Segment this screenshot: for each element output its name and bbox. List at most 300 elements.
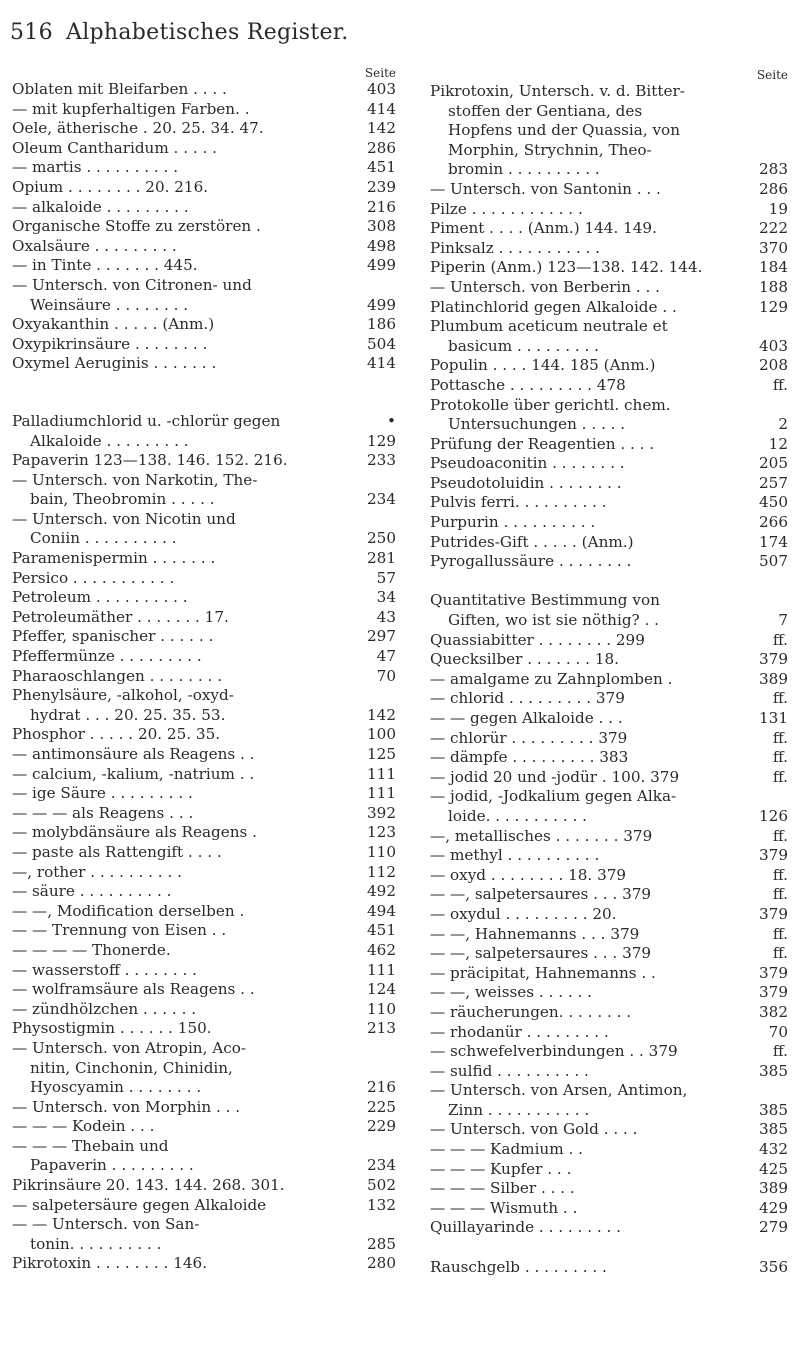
- index-entry: [12, 296, 396, 316]
- index-entry: [12, 119, 396, 139]
- index-entry: [430, 1081, 788, 1101]
- entry-page-number: 34: [373, 588, 396, 608]
- index-entry: [12, 882, 396, 902]
- entry-text: Putrides-Gift . . . . . (Anm.): [430, 532, 634, 551]
- entry-page-number: 379: [755, 964, 788, 984]
- entry-text: — — — Kodein . . .: [12, 1117, 155, 1136]
- index-entry: [430, 650, 788, 670]
- entry-text: — präcipitat, Hahnemanns . .: [430, 963, 656, 982]
- entry-text: Purpurin . . . . . . . . . .: [430, 513, 596, 532]
- index-entry: [430, 1199, 788, 1219]
- index-entry: [430, 121, 788, 141]
- index-entry: [12, 725, 396, 745]
- index-entry: [430, 435, 788, 455]
- index-entry: [430, 748, 788, 768]
- entry-page-number: 43: [373, 608, 396, 628]
- entry-page-number: ff.: [769, 689, 788, 709]
- entry-text: — wasserstoff . . . . . . . .: [12, 960, 197, 979]
- entry-text: — oxydul . . . . . . . . . 20.: [430, 904, 617, 923]
- index-entry: [430, 552, 788, 572]
- index-entry: [430, 846, 788, 866]
- entry-page-number: 213: [363, 1019, 396, 1039]
- entry-text: — dämpfe . . . . . . . . . 383: [430, 748, 629, 767]
- entry-text: Phenylsäure, -alkohol, -oxyd-: [12, 686, 234, 705]
- entry-text: Organische Stoffe zu zerstören .: [12, 217, 261, 236]
- entry-page-number: 188: [755, 278, 788, 298]
- index-entry: [12, 863, 396, 883]
- index-entry: [430, 925, 788, 945]
- index-entry: [12, 1156, 396, 1176]
- section-gap: [12, 374, 396, 412]
- entry-text: Papaverin . . . . . . . . .: [30, 1156, 194, 1175]
- entry-text: Coniin . . . . . . . . . .: [30, 529, 177, 548]
- entry-page-number: 498: [363, 237, 396, 257]
- index-entry: [430, 1003, 788, 1023]
- entry-text: — säure . . . . . . . . . .: [12, 882, 172, 901]
- entry-text: — schwefelverbindungen . . 379: [430, 1042, 678, 1061]
- section-gap: [430, 572, 788, 592]
- entry-text: Pseudoaconitin . . . . . . . .: [430, 454, 625, 473]
- entry-text: Protokolle über gerichtl. chem.: [430, 395, 671, 414]
- entry-page-number: ff.: [769, 768, 788, 788]
- entry-page-number: 131: [755, 709, 788, 729]
- entry-text: Pseudotoluidin . . . . . . . .: [430, 473, 622, 492]
- index-entry: [430, 1042, 788, 1062]
- entry-text: Pikrotoxin, Untersch. v. d. Bitter-: [430, 82, 685, 100]
- entry-page-number: 429: [755, 1199, 788, 1219]
- entry-page-number: 132: [363, 1196, 396, 1216]
- index-entry: [430, 180, 788, 200]
- index-entry: [12, 529, 396, 549]
- entry-page-number: 222: [755, 219, 788, 239]
- entry-page-number: 184: [755, 258, 788, 278]
- entry-page-number: 110: [363, 1000, 396, 1020]
- entry-text: — antimonsäure als Reagens . .: [12, 745, 255, 763]
- entry-page-number: 125: [363, 745, 396, 765]
- index-entry: [12, 1117, 396, 1137]
- entry-page-number: 451: [363, 921, 396, 941]
- index-entry: [12, 608, 396, 628]
- index-entry: [430, 239, 788, 259]
- entry-page-number: 414: [363, 354, 396, 374]
- entry-text: Pilze . . . . . . . . . . . .: [430, 199, 583, 218]
- entry-text: — oxyd . . . . . . . . 18. 379: [430, 865, 627, 884]
- entry-text: Plumbum aceticum neutrale et: [430, 317, 668, 336]
- entry-text: — —, Hahnemanns . . . 379: [430, 924, 640, 943]
- index-entry: [430, 454, 788, 474]
- entry-page-number: ff.: [769, 729, 788, 749]
- index-entry: [12, 1196, 396, 1216]
- entry-text: — chlorid . . . . . . . . . 379: [430, 689, 625, 708]
- index-entry: [430, 768, 788, 788]
- entry-text: Quecksilber . . . . . . . 18.: [430, 650, 619, 669]
- index-entry: [430, 1179, 788, 1199]
- entry-text: Opium . . . . . . . . 20. 216.: [12, 177, 209, 196]
- entry-text: Quantitative Bestimmung von: [430, 591, 660, 610]
- entry-page-number: 110: [363, 843, 396, 863]
- index-entry: [430, 376, 788, 396]
- index-entry: [430, 631, 788, 651]
- index-entry: [430, 200, 788, 220]
- entry-text: — — — Kupfer . . .: [430, 1159, 572, 1178]
- entry-text: — chlorür . . . . . . . . . 379: [430, 728, 628, 747]
- entry-text: — — Untersch. von San-: [12, 1215, 200, 1234]
- index-entry: [430, 396, 788, 416]
- index-entry: [12, 823, 396, 843]
- entry-text: bromin . . . . . . . . . .: [448, 160, 600, 179]
- entry-page-number: 12: [765, 435, 788, 455]
- index-entry: [12, 412, 396, 432]
- entry-text: Oele, ätherische . 20. 25. 34. 47.: [12, 119, 264, 138]
- entry-text: — ige Säure . . . . . . . . .: [12, 784, 193, 803]
- entry-page-number: 385: [755, 1120, 788, 1140]
- index-entry: [430, 533, 788, 553]
- entry-text: loide. . . . . . . . . . .: [448, 806, 587, 825]
- index-entry: [430, 1062, 788, 1082]
- index-entry: [430, 1023, 788, 1043]
- entry-text: — amalgame zu Zahnplomben .: [430, 669, 673, 688]
- entry-page-number: 502: [363, 1176, 396, 1196]
- index-entry: [430, 219, 788, 239]
- entry-page-number: 286: [363, 139, 396, 159]
- entry-page-number: 425: [755, 1160, 788, 1180]
- entry-page-number: 216: [363, 1078, 396, 1098]
- entry-text: — Untersch. von Santonin . . .: [430, 179, 661, 198]
- entry-text: Phosphor . . . . . 20. 25. 35.: [12, 725, 221, 744]
- index-entry: [430, 807, 788, 827]
- index-entry: [430, 258, 788, 278]
- right-column: [430, 66, 788, 1277]
- index-entry: [12, 354, 396, 374]
- index-entry: [430, 591, 788, 611]
- index-entry: [430, 1258, 788, 1278]
- entry-text: — zündhölzchen . . . . . .: [12, 999, 197, 1018]
- entry-text: tonin. . . . . . . . . .: [30, 1234, 162, 1253]
- entry-page-number: 257: [755, 474, 788, 494]
- entry-text: hydrat . . . 20. 25. 35. 53.: [30, 705, 226, 724]
- index-entry: [12, 198, 396, 218]
- entry-text: Petroleumäther . . . . . . . 17.: [12, 607, 229, 626]
- entry-text: Pfeffermünze . . . . . . . . .: [12, 647, 202, 666]
- entry-text: — — — Kadmium . .: [430, 1140, 583, 1159]
- entry-page-number: ff.: [769, 1042, 788, 1062]
- entry-text: — Untersch. von Gold . . . .: [430, 1120, 638, 1139]
- entry-page-number: 70: [373, 667, 396, 687]
- seite-label-right: Seite: [756, 68, 788, 82]
- index-entry: [12, 237, 396, 257]
- entry-text: — calcium, -kalium, -natrium . .: [12, 764, 255, 783]
- entry-text: Paramenispermin . . . . . . .: [12, 549, 216, 568]
- index-entry: [12, 1176, 396, 1196]
- index-entry: [12, 178, 396, 198]
- entry-text: — molybdänsäure als Reagens .: [12, 823, 257, 842]
- page-header: [10, 20, 790, 56]
- entry-page-number: 239: [363, 178, 396, 198]
- index-entry: [12, 1235, 396, 1255]
- right-entries: [430, 82, 788, 1277]
- entry-text: Palladiumchlorid u. -chlorür gegen: [12, 411, 281, 430]
- entry-text: Quillayarinde . . . . . . . . .: [430, 1218, 622, 1237]
- index-entry: [12, 1137, 396, 1157]
- entry-page-number: 47: [373, 647, 396, 667]
- entry-text: — Untersch. von Arsen, Antimon,: [430, 1081, 688, 1100]
- entry-text: — räucherungen. . . . . . . .: [430, 1002, 632, 1021]
- index-entry: [12, 139, 396, 159]
- entry-page-number: 499: [363, 296, 396, 316]
- entry-text: Oxyakanthin . . . . . (Anm.): [12, 315, 215, 334]
- index-entry: [12, 432, 396, 452]
- entry-text: Pikrinsäure 20. 143. 144. 268. 301.: [12, 1176, 285, 1195]
- index-entry: [12, 706, 396, 726]
- entry-page-number: ff.: [769, 827, 788, 847]
- entry-page-number: 451: [363, 158, 396, 178]
- entry-text: — —, salpetersaures . . . 379: [430, 944, 652, 963]
- entry-text: Platinchlorid gegen Alkaloide . .: [430, 297, 677, 316]
- entry-page-number: 186: [363, 315, 396, 335]
- index-entry: [12, 843, 396, 863]
- index-entry: [12, 471, 396, 491]
- index-entry: [430, 493, 788, 513]
- entry-text: Prüfung der Reagentien . . . .: [430, 434, 655, 453]
- index-entry: [430, 885, 788, 905]
- entry-text: — — — Wismuth . .: [430, 1198, 578, 1217]
- entry-text: Quassiabitter . . . . . . . . 299: [430, 630, 645, 649]
- index-entry: [430, 611, 788, 631]
- entry-page-number: 286: [755, 180, 788, 200]
- index-entry: [430, 102, 788, 122]
- entry-text: Papaverin 123—138. 146. 152. 216.: [12, 451, 288, 470]
- index-entry: [430, 944, 788, 964]
- entry-page-number: 494: [363, 902, 396, 922]
- index-entry: [430, 729, 788, 749]
- entry-page-number: 142: [363, 706, 396, 726]
- index-entry: [430, 905, 788, 925]
- entry-page-number: 111: [363, 765, 396, 785]
- index-entry: [12, 686, 396, 706]
- entry-page-number: 129: [363, 432, 396, 452]
- entry-text: Oxalsäure . . . . . . . . .: [12, 236, 177, 255]
- entry-text: — —, weisses . . . . . .: [430, 983, 593, 1002]
- entry-text: nitin, Cinchonin, Chinidin,: [30, 1058, 233, 1077]
- entry-page-number: 504: [363, 335, 396, 355]
- index-entry: [12, 1215, 396, 1235]
- seite-label-left: Seite: [364, 66, 396, 80]
- entry-text: Oleum Cantharidum . . . . .: [12, 138, 218, 157]
- entry-text: — mit kupferhaltigen Farben. .: [12, 99, 250, 118]
- index-entry: [12, 902, 396, 922]
- entry-page-number: 392: [363, 804, 396, 824]
- entry-page-number: 389: [755, 670, 788, 690]
- entry-page-number: ff.: [769, 866, 788, 886]
- index-entry: [430, 709, 788, 729]
- entry-text: Pulvis ferri. . . . . . . . . .: [430, 493, 607, 512]
- index-entry: [430, 298, 788, 318]
- entry-page-number: 19: [765, 200, 788, 220]
- entry-text: — Untersch. von Citronen- und: [12, 275, 252, 294]
- entry-text: — Untersch. von Berberin . . .: [430, 277, 661, 296]
- entry-page-number: 389: [755, 1179, 788, 1199]
- entry-page-number: 266: [755, 513, 788, 533]
- entry-page-number: 111: [363, 784, 396, 804]
- entry-text: Oxypikrinsäure . . . . . . . .: [12, 334, 208, 353]
- entry-text: — jodid, -Jodkalium gegen Alka-: [430, 787, 677, 806]
- entry-page-number: 379: [755, 983, 788, 1003]
- entry-text: Pharaoschlangen . . . . . . . .: [12, 666, 223, 685]
- entry-page-number: 7: [774, 611, 788, 631]
- entry-page-number: 57: [373, 569, 396, 589]
- entry-text: — sulfid . . . . . . . . . .: [430, 1061, 589, 1080]
- index-entry: [12, 980, 396, 1000]
- index-entry: [12, 647, 396, 667]
- entry-text: — in Tinte . . . . . . . 445.: [12, 256, 198, 275]
- entry-text: — — — als Reagens . . .: [12, 803, 194, 822]
- entry-page-number: ff.: [769, 925, 788, 945]
- index-entry: [12, 490, 396, 510]
- entry-text: —, rother . . . . . . . . . .: [12, 862, 182, 881]
- entry-page-number: 70: [765, 1023, 788, 1043]
- index-entry: [12, 100, 396, 120]
- entry-page-number: 229: [363, 1117, 396, 1137]
- entry-text: Morphin, Strychnin, Theo-: [448, 140, 652, 159]
- index-entry: [12, 745, 396, 765]
- entry-text: Pfeffer, spanischer . . . . . .: [12, 627, 214, 646]
- index-entry: [430, 1140, 788, 1160]
- index-entry: [12, 627, 396, 647]
- entry-text: Alkaloide . . . . . . . . .: [30, 431, 189, 450]
- entry-text: Giften, wo ist sie nöthig? . .: [448, 611, 660, 630]
- index-entry: [12, 315, 396, 335]
- entry-page-number: 403: [755, 337, 788, 357]
- index-entry: [12, 784, 396, 804]
- entry-page-number: 285: [363, 1235, 396, 1255]
- entry-text: — — gegen Alkaloide . . .: [430, 709, 623, 727]
- index-entry: [430, 1218, 788, 1238]
- left-entries: [12, 80, 396, 1274]
- index-entry: [12, 335, 396, 355]
- entry-text: — rhodanür . . . . . . . . .: [430, 1022, 609, 1041]
- entry-text: — martis . . . . . . . . . .: [12, 158, 179, 177]
- entry-page-number: 308: [363, 217, 396, 237]
- entry-text: — Untersch. von Nicotin und: [12, 509, 236, 528]
- entry-page-number: 126: [755, 807, 788, 827]
- entry-text: —, metallisches . . . . . . . 379: [430, 826, 653, 845]
- entry-text: bain, Theobromin . . . . .: [30, 490, 215, 509]
- index-entry: [12, 510, 396, 530]
- entry-page-number: 250: [363, 529, 396, 549]
- index-entry: [430, 787, 788, 807]
- index-entry: [12, 217, 396, 237]
- entry-text: Petroleum . . . . . . . . . .: [12, 588, 188, 607]
- index-entry: [12, 1059, 396, 1079]
- entry-text: Untersuchungen . . . . .: [448, 415, 626, 434]
- index-entry: [12, 1000, 396, 1020]
- entry-page-number: ff.: [769, 631, 788, 651]
- index-entry: [430, 474, 788, 494]
- entry-text: — Untersch. von Narkotin, The-: [12, 470, 258, 489]
- entry-text: Zinn . . . . . . . . . . .: [448, 1100, 590, 1119]
- entry-page-number: 297: [363, 627, 396, 647]
- index-entry: [12, 1019, 396, 1039]
- entry-page-number: 279: [755, 1218, 788, 1238]
- index-entry: [12, 921, 396, 941]
- entry-page-number: 283: [755, 160, 788, 180]
- index-entry: [430, 513, 788, 533]
- index-entry: [12, 588, 396, 608]
- entry-page-number: 450: [755, 493, 788, 513]
- index-entry: [430, 1120, 788, 1140]
- entry-page-number: 370: [755, 239, 788, 259]
- index-entry: [430, 827, 788, 847]
- index-entry: [430, 866, 788, 886]
- index-entry: [12, 158, 396, 178]
- index-entry: [12, 1078, 396, 1098]
- entry-page-number: 234: [363, 1156, 396, 1176]
- page-title: Alphabetisches Register.: [66, 20, 349, 45]
- entry-page-number: 356: [755, 1258, 788, 1278]
- index-entry: [12, 276, 396, 296]
- entry-page-number: 379: [755, 846, 788, 866]
- entry-page-number: 142: [363, 119, 396, 139]
- index-entry: [12, 569, 396, 589]
- index-entry: [12, 1254, 396, 1274]
- entry-page-number: 382: [755, 1003, 788, 1023]
- entry-page-number: 205: [755, 454, 788, 474]
- entry-page-number: 124: [363, 980, 396, 1000]
- index-entry: [430, 141, 788, 161]
- entry-page-number: 100: [363, 725, 396, 745]
- entry-page-number: 208: [755, 356, 788, 376]
- index-entry: [12, 941, 396, 961]
- index-entry: [12, 451, 396, 471]
- entry-text: Pottasche . . . . . . . . . 478: [430, 375, 626, 394]
- entry-page-number: 111: [363, 961, 396, 981]
- entry-page-number: 2: [774, 415, 788, 435]
- entry-page-number: 112: [363, 863, 396, 883]
- index-entry: [430, 317, 788, 337]
- entry-page-number: 216: [363, 198, 396, 218]
- index-entry: [430, 1101, 788, 1121]
- entry-text: Hopfens und der Quassia, von: [448, 121, 680, 140]
- index-entry: [430, 1160, 788, 1180]
- index-entry: [12, 804, 396, 824]
- entry-text: Weinsäure . . . . . . . .: [30, 295, 189, 314]
- entry-page-number: 462: [363, 941, 396, 961]
- entry-page-number: 385: [755, 1101, 788, 1121]
- entry-text: — — — Silber . . . .: [430, 1179, 575, 1198]
- entry-text: — —, salpetersaures . . . 379: [430, 885, 652, 904]
- index-entry: [430, 356, 788, 376]
- entry-text: Piperin (Anm.) 123—138. 142. 144.: [430, 258, 703, 277]
- index-entry: [12, 80, 396, 100]
- entry-page-number: ff.: [769, 748, 788, 768]
- index-entry: [430, 82, 788, 102]
- entry-page-number: ff.: [769, 944, 788, 964]
- index-entry: [430, 964, 788, 984]
- index-entry: [12, 1039, 396, 1059]
- entry-page-number: 281: [363, 549, 396, 569]
- entry-text: Oxymel Aeruginis . . . . . . .: [12, 354, 217, 373]
- entry-page-number: 379: [755, 650, 788, 670]
- entry-text: — paste als Rattengift . . . .: [12, 842, 222, 861]
- entry-text: — —, Modification derselben .: [12, 901, 245, 920]
- entry-page-number: 432: [755, 1140, 788, 1160]
- entry-text: — jodid 20 und -jodür . 100. 379: [430, 767, 680, 786]
- index-entry: [430, 415, 788, 435]
- entry-page-number: 233: [363, 451, 396, 471]
- entry-text: Pinksalz . . . . . . . . . . .: [430, 238, 600, 257]
- entry-text: — Untersch. von Atropin, Aco-: [12, 1038, 246, 1057]
- index-entry: [12, 1098, 396, 1118]
